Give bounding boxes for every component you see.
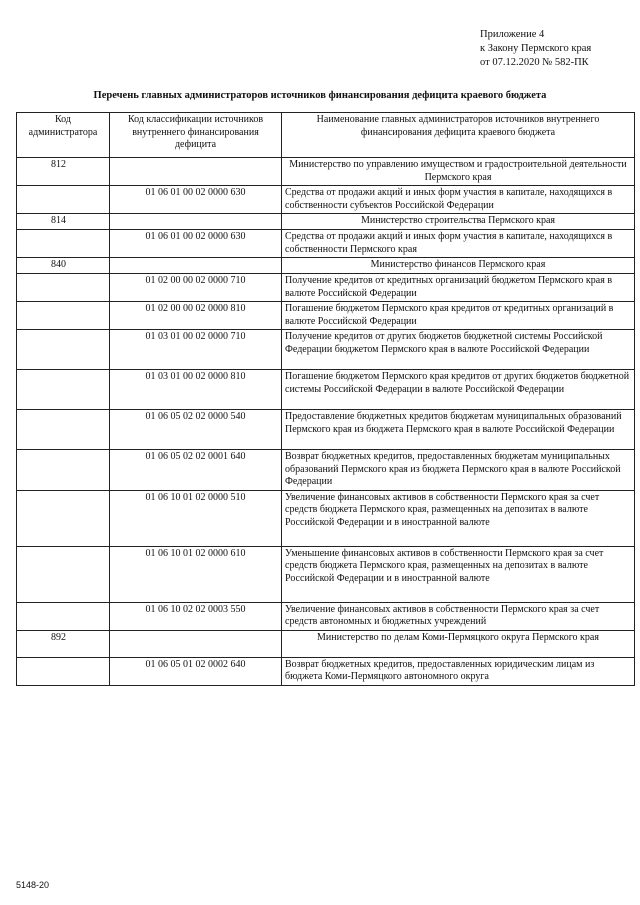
source-name-cell: Получение кредитов от кредитных организаций бюджетом Пермского края в валюте Российской Федерации	[282, 274, 635, 302]
table-row	[17, 546, 635, 602]
administrators-table	[16, 112, 635, 686]
header-administrator-name: Наименование главных администраторов источников внутреннего финансирования дефицита краевого бюджета	[282, 113, 635, 158]
table-row	[17, 450, 635, 491]
table-row	[17, 158, 635, 186]
admin-code-cell	[17, 186, 110, 214]
classification-code-cell	[110, 214, 282, 230]
source-name-cell: Уменьшение финансовых активов в собственности Пермского края за счет средств бюджета Пермского края, размещенных на депозитах в валюте Российской Федерации и в иностранной валюте	[282, 546, 635, 602]
source-name-cell: Возврат бюджетных кредитов, предоставленных юридическим лицам из бюджета Коми-Пермяцкого автономного округа	[282, 657, 635, 685]
admin-code-cell	[17, 546, 110, 602]
classification-code-cell: 01 06 10 01 02 0000 610	[110, 546, 282, 602]
source-name-cell: Увеличение финансовых активов в собственности Пермского края за счет средств автономных и бюджетных учреждений	[282, 602, 635, 630]
table-body	[17, 158, 635, 686]
classification-code-cell: 01 03 01 00 02 0000 810	[110, 370, 282, 410]
ministry-name-cell: Министерство по делам Коми-Пермяцкого округа Пермского края	[282, 630, 635, 657]
admin-code-cell	[17, 274, 110, 302]
document-title: Перечень главных администраторов источников финансирования дефицита краевого бюджета	[93, 90, 547, 101]
classification-code-cell: 01 02 00 00 02 0000 710	[110, 274, 282, 302]
header-classification-code: Код классификации источников внутреннего финансирования дефицита	[110, 113, 282, 158]
source-name-cell: Получение кредитов от других бюджетов бюджетной системы Российской Федерации бюджетом Пермского края в валюте Российской Федерации	[282, 330, 635, 370]
source-name-cell: Погашение бюджетом Пермского края кредитов от кредитных организаций в валюте Российской Федерации	[282, 302, 635, 330]
table-row	[17, 330, 635, 370]
classification-code-cell: 01 06 10 01 02 0000 510	[110, 490, 282, 546]
appendix-block	[480, 28, 591, 70]
admin-code-cell: 814	[17, 214, 110, 230]
ministry-name-cell: Министерство строительства Пермского края	[282, 214, 635, 230]
table-row	[17, 630, 635, 657]
table-header-row	[17, 113, 635, 158]
admin-code-cell	[17, 370, 110, 410]
admin-code-cell	[17, 602, 110, 630]
source-name-cell: Увеличение финансовых активов в собственности Пермского края за счет средств бюджета Пермского края, размещенных на депозитах в валюте Российской Федерации и в иностранной валюте	[282, 490, 635, 546]
admin-code-cell	[17, 230, 110, 258]
admin-code-cell: 892	[17, 630, 110, 657]
source-name-cell: Погашение бюджетом Пермского края кредитов от других бюджетов бюджетной системы Российской Федерации в валюте Российской Федерации	[282, 370, 635, 410]
classification-code-cell	[110, 630, 282, 657]
table-row	[17, 302, 635, 330]
appendix-date: от 07.12.2020 № 582-ПК	[480, 57, 589, 68]
classification-code-cell	[110, 258, 282, 274]
admin-code-cell	[17, 490, 110, 546]
table-row	[17, 370, 635, 410]
admin-code-cell	[17, 410, 110, 450]
admin-code-cell	[17, 657, 110, 685]
admin-code-cell	[17, 302, 110, 330]
admin-code-cell: 812	[17, 158, 110, 186]
appendix-law: к Закону Пермского края	[480, 43, 592, 54]
ministry-name-cell: Министерство по управлению имуществом и градостроительной деятельности Пермского края	[282, 158, 635, 186]
classification-code-cell: 01 06 05 02 02 0000 540	[110, 410, 282, 450]
classification-code-cell: 01 06 01 00 02 0000 630	[110, 186, 282, 214]
source-name-cell: Средства от продажи акций и иных форм участия в капитале, находящихся в собственности Пермского края	[282, 230, 635, 258]
header-admin-code: Код администратора	[17, 113, 110, 158]
classification-code-cell	[110, 158, 282, 186]
appendix-number: Приложение 4	[480, 29, 545, 40]
table-row	[17, 214, 635, 230]
ministry-name-cell: Министерство финансов Пермского края	[282, 258, 635, 274]
table-row	[17, 410, 635, 450]
classification-code-cell: 01 02 00 00 02 0000 810	[110, 302, 282, 330]
table-row	[17, 490, 635, 546]
table-row	[17, 657, 635, 685]
classification-code-cell: 01 06 05 02 02 0001 640	[110, 450, 282, 491]
classification-code-cell: 01 03 01 00 02 0000 710	[110, 330, 282, 370]
table-row	[17, 602, 635, 630]
classification-code-cell: 01 06 05 01 02 0002 640	[110, 657, 282, 685]
document-footer-code: 5148-20	[16, 880, 50, 890]
table-row	[17, 230, 635, 258]
classification-code-cell: 01 06 01 00 02 0000 630	[110, 230, 282, 258]
source-name-cell: Средства от продажи акций и иных форм участия в капитале, находящихся в собственности субъектов Российской Федерации	[282, 186, 635, 214]
table-row	[17, 186, 635, 214]
table-row	[17, 274, 635, 302]
table-row	[17, 258, 635, 274]
admin-code-cell: 840	[17, 258, 110, 274]
source-name-cell: Возврат бюджетных кредитов, предоставленных бюджетам муниципальных образований Пермского края из бюджета Пермского края в валюте Российской Федерации	[282, 450, 635, 491]
admin-code-cell	[17, 330, 110, 370]
source-name-cell: Предоставление бюджетных кредитов бюджетам муниципальных образований Пермского края из бюджета Пермского края в валюте Российской Федерации	[282, 410, 635, 450]
admin-code-cell	[17, 450, 110, 491]
classification-code-cell: 01 06 10 02 02 0003 550	[110, 602, 282, 630]
